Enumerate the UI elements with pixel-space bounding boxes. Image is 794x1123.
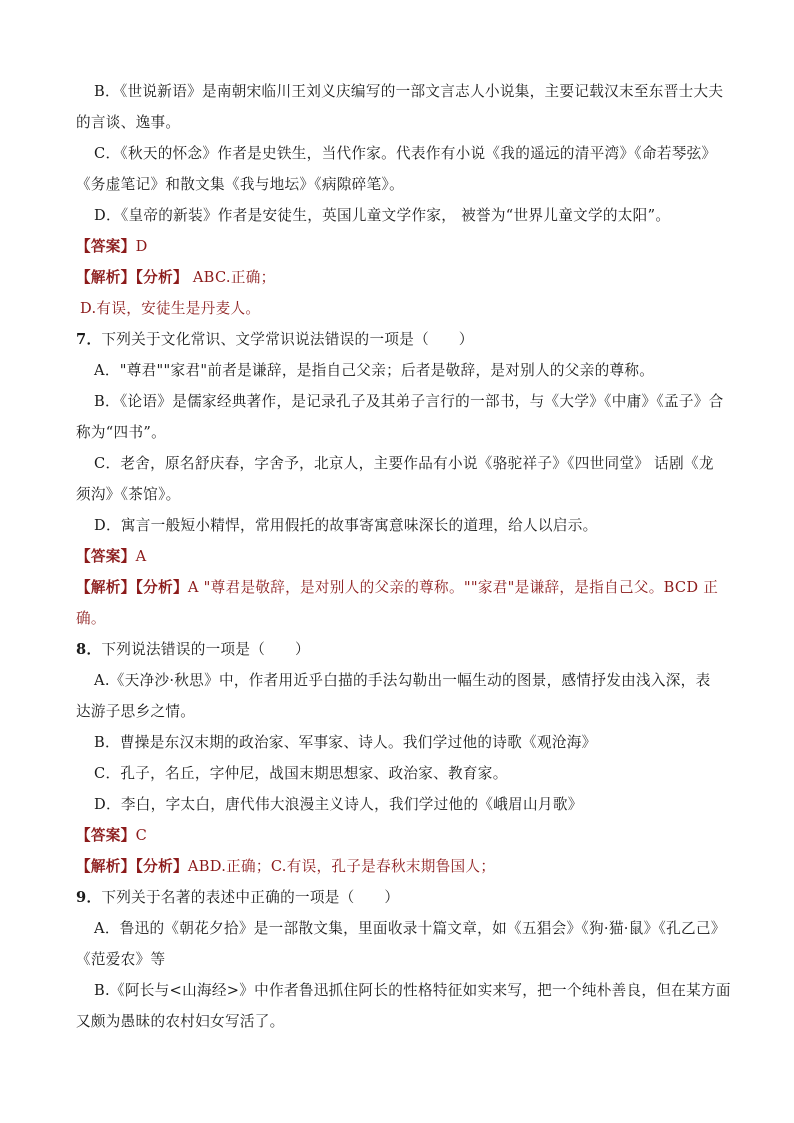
question-stem: 下列关于文化常识、文学常识说法错误的一项是（ ） xyxy=(101,331,474,348)
option-d-text: D．《皇帝的新装》作者是安徒生，英国儿童文学作家， 被誉为“世界儿童文学的太阳”。 xyxy=(94,207,671,224)
option-b-text: B．曹操是东汉末期的政治家、军事家、诗人。我们学过他的诗歌《观沧海》 xyxy=(94,734,597,751)
option-c-text: C．《秋天的怀念》作者是史铁生，当代作家。代表作有小说《我的遥远的清平湾》《命若琴弦》 xyxy=(94,145,717,162)
analysis-tag: 【解析】【分析】 xyxy=(76,579,188,596)
option-d-text: D．寓言一般短小精悍，常用假托的故事寄寓意味深长的道理，给人以启示。 xyxy=(94,517,598,534)
analysis-line xyxy=(76,268,276,288)
answer-value: C xyxy=(135,827,148,844)
option-b-text: B．《论语》是儒家经典著作，是记录孔子及其弟子言行的一部书，与《大学》《中庸》《孟子》合 xyxy=(94,393,724,410)
analysis-tag: 【解析】【分析】 xyxy=(76,269,188,286)
answer-line xyxy=(76,547,146,567)
option-c-text: C．老舍，原名舒庆春，字舍予，北京人，主要作品有小说《骆驼祥子》《四世同堂》 话剧《龙 xyxy=(94,455,714,472)
analysis-tag: 【解析】【分析】 xyxy=(76,858,188,875)
question-8 xyxy=(76,640,310,660)
option-a-text: A．"尊君""家君"前者是谦辞，是指自己父亲；后者是敬辞，是对别人的父亲的尊称。 xyxy=(94,362,655,379)
answer-line xyxy=(76,237,148,257)
answer-line xyxy=(76,826,147,846)
answer-tag: 【答案】 xyxy=(76,827,136,844)
analysis-text: ABD.正确；C.有误，孔子是春秋末期鲁国人； xyxy=(187,858,496,875)
option-c-continuation: 须沟》《茶馆》。 xyxy=(76,486,181,503)
question-number: 7． xyxy=(76,331,102,348)
option-b-text: B.《阿长与<山海经>》中作者鲁迅抓住阿长的性格特征如实来写，把一个纯朴善良，但在某方面 xyxy=(94,982,731,999)
option-b-continuation: 称为“四书”。 xyxy=(76,424,166,441)
analysis-text: ABC.正确； xyxy=(192,269,276,286)
option-c-text: C．孔子，名丘，字仲尼，战国末期思想家、政治家、教育家。 xyxy=(94,765,508,782)
answer-value: D xyxy=(135,238,148,255)
analysis-continuation: D.有误，安徒生是丹麦人。 xyxy=(80,300,261,317)
option-a-continuation: 《范爱农》等 xyxy=(76,951,166,968)
question-9 xyxy=(76,888,399,908)
option-b-text: B．《世说新语》是南朝宋临川王刘义庆编写的一部文言志人小说集，主要记载汉末至东晋士大夫 xyxy=(94,83,724,100)
question-stem: 下列说法错误的一项是（ ） xyxy=(101,641,310,658)
answer-tag: 【答案】 xyxy=(76,238,136,255)
analysis-text: A "尊君是敬辞，是对别人的父亲的尊称。""家君"是谦辞，是指自己父。BCD 正 xyxy=(187,579,719,596)
analysis-line xyxy=(76,857,495,877)
option-d-text: D．李白，字太白，唐代伟大浪漫主义诗人，我们学过他的《峨眉山月歌》 xyxy=(94,796,583,813)
option-c-continuation: 《务虚笔记》和散文集《我与地坛》《病隙碎笔》。 xyxy=(76,176,404,193)
answer-tag: 【答案】 xyxy=(76,548,136,565)
option-b-continuation: 的言谈、逸事。 xyxy=(76,114,181,131)
question-number: 8． xyxy=(76,641,102,658)
option-a-text: A.《天净沙·秋思》中，作者用近乎白描的手法勾勒出一幅生动的图景，感情抒发由浅入深，表 xyxy=(94,672,711,689)
analysis-continuation: 确。 xyxy=(76,610,106,627)
question-stem: 下列关于名著的表述中正确的一项是（ ） xyxy=(101,889,400,906)
question-number: 9． xyxy=(76,889,102,906)
analysis-line xyxy=(76,578,718,598)
option-a-text: A．鲁迅的《朝花夕拾》是一部散文集，里面收录十篇文章，如《五猖会》《狗·猫·鼠》《孔乙己》 xyxy=(94,920,726,937)
option-a-continuation: 达游子思乡之情。 xyxy=(76,703,196,720)
answer-value: A xyxy=(135,548,147,565)
option-b-continuation: 又颇为愚昧的农村妇女写活了。 xyxy=(76,1013,285,1030)
question-7 xyxy=(76,330,474,350)
